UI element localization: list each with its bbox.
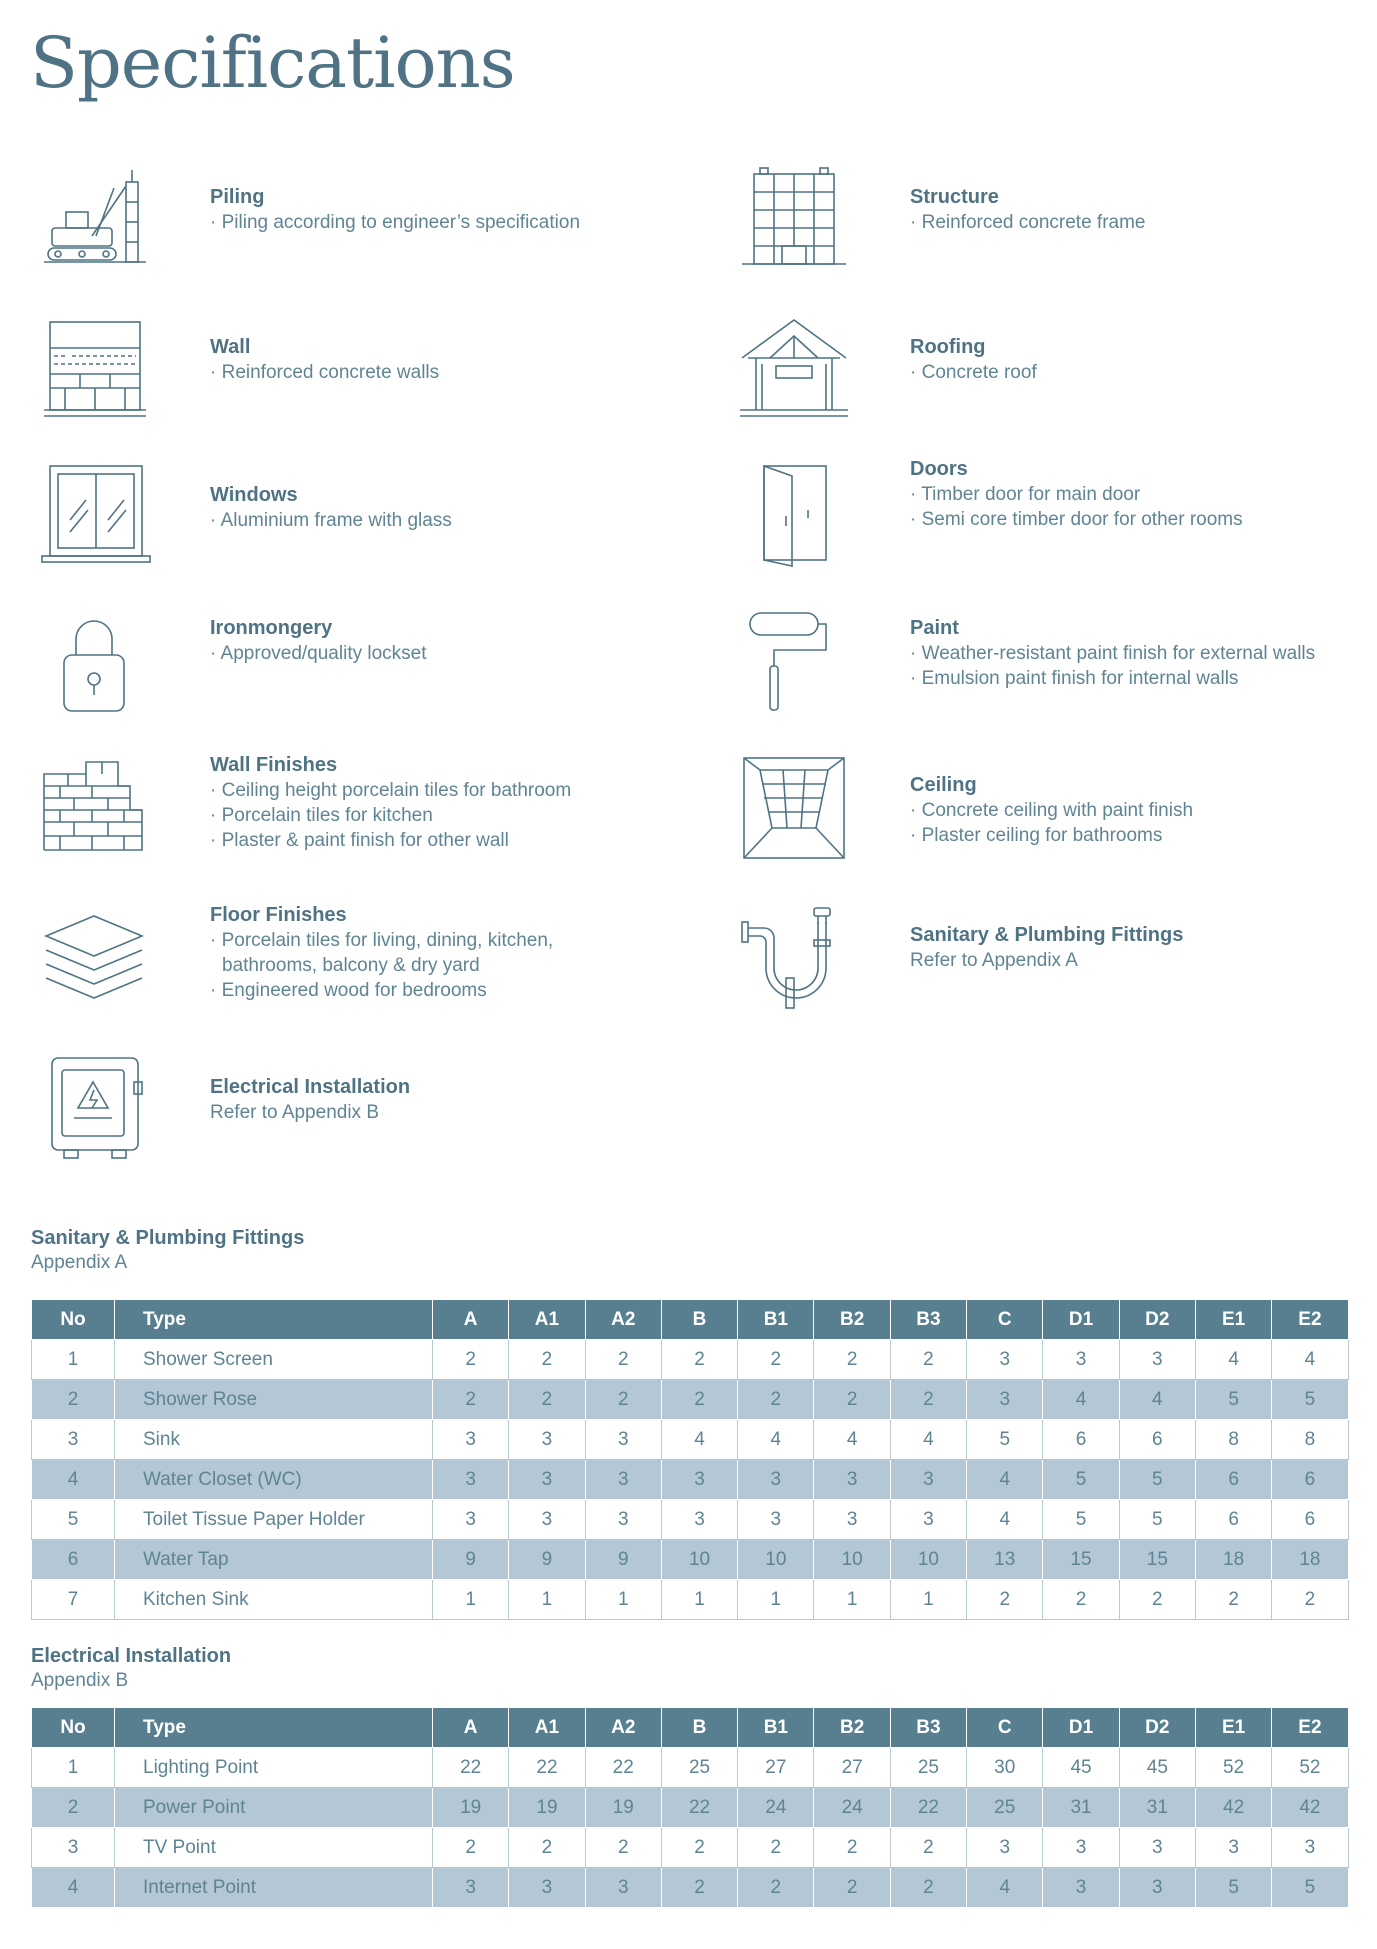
- table-cell: 2: [967, 1580, 1043, 1620]
- table-cell: 5: [1043, 1460, 1119, 1500]
- table-cell: 4: [661, 1420, 737, 1460]
- table-cell: 4: [1043, 1380, 1119, 1420]
- table-cell: 6: [1195, 1460, 1271, 1500]
- spec-detail: · Approved/quality lockset: [210, 643, 427, 664]
- table-cell: 5: [1119, 1460, 1195, 1500]
- table-cell: 10: [890, 1540, 966, 1580]
- table-cell: 24: [814, 1788, 890, 1828]
- spec-item: [730, 460, 1330, 590]
- spec-item: [730, 312, 1330, 442]
- table-row: [32, 1868, 1349, 1908]
- table-cell: 3: [890, 1500, 966, 1540]
- table-cell: 2: [661, 1340, 737, 1380]
- table-cell: 3: [738, 1460, 814, 1500]
- table-cell: 4: [967, 1500, 1043, 1540]
- table-cell: 5: [1195, 1868, 1271, 1908]
- spec-detail: · Plaster ceiling for bathrooms: [910, 825, 1163, 846]
- spec-detail: · Aluminium frame with glass: [210, 510, 452, 531]
- table-cell: 2: [509, 1380, 585, 1420]
- floor-layers-icon: [30, 902, 158, 1014]
- spec-title: Doors: [910, 458, 968, 480]
- table-cell: 2: [814, 1340, 890, 1380]
- table-cell: 3: [585, 1420, 661, 1460]
- table-cell: 3: [433, 1460, 509, 1500]
- page-title: Specifications: [30, 22, 515, 104]
- table-cell: 19: [585, 1788, 661, 1828]
- electrical-panel-icon: [30, 1052, 158, 1164]
- table-cell: 2: [509, 1340, 585, 1380]
- table-cell: 4: [32, 1460, 115, 1500]
- table-cell: 2: [433, 1828, 509, 1868]
- table-row: [32, 1460, 1349, 1500]
- table-cell: Internet Point: [115, 1868, 433, 1908]
- table-cell: 2: [661, 1868, 737, 1908]
- table-cell: 2: [1119, 1580, 1195, 1620]
- table-cell: 2: [890, 1828, 966, 1868]
- table-cell: 3: [585, 1868, 661, 1908]
- spec-detail: · Engineered wood for bedrooms: [210, 980, 487, 1001]
- table-cell: 3: [890, 1460, 966, 1500]
- spec-detail: · Concrete roof: [910, 362, 1037, 383]
- table-cell: 2: [661, 1828, 737, 1868]
- table-cell: Shower Screen: [115, 1340, 433, 1380]
- appendix-a-table: [31, 1299, 1349, 1620]
- table-cell: 4: [1272, 1340, 1348, 1380]
- column-header: C: [967, 1300, 1043, 1340]
- spec-detail: · Reinforced concrete frame: [910, 212, 1146, 233]
- spec-item: [730, 605, 1330, 735]
- column-header: Type: [115, 1300, 433, 1340]
- table-cell: 1: [661, 1580, 737, 1620]
- table-cell: 3: [32, 1420, 115, 1460]
- table-cell: 2: [1272, 1580, 1348, 1620]
- table-cell: 3: [433, 1420, 509, 1460]
- table-cell: 18: [1195, 1540, 1271, 1580]
- column-header: B3: [890, 1300, 966, 1340]
- table-cell: 3: [509, 1420, 585, 1460]
- table-cell: 25: [890, 1748, 966, 1788]
- column-header: D1: [1043, 1708, 1119, 1748]
- spec-title: Roofing: [910, 336, 986, 358]
- appendix-a-title: Sanitary & Plumbing Fittings: [31, 1227, 305, 1249]
- spec-title: Ironmongery: [210, 617, 333, 639]
- table-cell: 6: [1272, 1460, 1348, 1500]
- spec-item: [30, 1052, 630, 1182]
- table-cell: 31: [1043, 1788, 1119, 1828]
- table-cell: 9: [585, 1540, 661, 1580]
- table-cell: Water Closet (WC): [115, 1460, 433, 1500]
- table-cell: 2: [1043, 1580, 1119, 1620]
- pipe-fitting-icon: [730, 902, 858, 1014]
- table-cell: 2: [585, 1380, 661, 1420]
- table-cell: 3: [1119, 1340, 1195, 1380]
- column-header: A: [433, 1300, 509, 1340]
- table-cell: 5: [967, 1420, 1043, 1460]
- spec-detail: · Emulsion paint finish for internal walls: [910, 668, 1239, 689]
- table-cell: 1: [32, 1748, 115, 1788]
- table-cell: Water Tap: [115, 1540, 433, 1580]
- spec-item: [30, 902, 630, 1032]
- table-cell: 10: [814, 1540, 890, 1580]
- table-cell: 27: [738, 1748, 814, 1788]
- spec-title: Piling: [210, 186, 265, 208]
- table-cell: 9: [509, 1540, 585, 1580]
- table-cell: 5: [32, 1500, 115, 1540]
- appendix-a-subtitle: Appendix A: [31, 1252, 128, 1273]
- column-header: D2: [1119, 1708, 1195, 1748]
- table-cell: 22: [433, 1748, 509, 1788]
- table-cell: 2: [32, 1788, 115, 1828]
- spec-item: [730, 752, 1330, 882]
- spec-detail: · Weather-resistant paint finish for external walls: [910, 643, 1316, 664]
- door-icon: [730, 460, 858, 572]
- spec-title: Windows: [210, 484, 298, 506]
- table-cell: 2: [814, 1380, 890, 1420]
- spec-title: Electrical Installation: [210, 1076, 411, 1098]
- table-cell: 31: [1119, 1788, 1195, 1828]
- spec-detail: · Concrete ceiling with paint finish: [910, 800, 1194, 821]
- table-cell: 2: [890, 1380, 966, 1420]
- column-header: E2: [1272, 1708, 1348, 1748]
- table-row: [32, 1540, 1349, 1580]
- spec-detail: · Porcelain tiles for kitchen: [210, 805, 433, 826]
- table-row: [32, 1380, 1349, 1420]
- wall-icon: [30, 312, 158, 424]
- table-row: [32, 1340, 1349, 1380]
- spec-detail: · Reinforced concrete walls: [210, 362, 440, 383]
- column-header: E2: [1272, 1300, 1348, 1340]
- column-header: B1: [738, 1708, 814, 1748]
- column-header: B1: [738, 1300, 814, 1340]
- table-cell: 4: [1119, 1380, 1195, 1420]
- spec-title: Wall Finishes: [210, 754, 338, 776]
- table-cell: 4: [967, 1868, 1043, 1908]
- table-cell: Power Point: [115, 1788, 433, 1828]
- spec-item: [730, 162, 1330, 292]
- table-cell: Toilet Tissue Paper Holder: [115, 1500, 433, 1540]
- spec-item: [30, 162, 630, 292]
- spec-title: Sanitary & Plumbing Fittings: [910, 924, 1184, 946]
- table-cell: 6: [1119, 1420, 1195, 1460]
- column-header: B3: [890, 1708, 966, 1748]
- table-cell: 3: [814, 1500, 890, 1540]
- table-cell: 4: [738, 1420, 814, 1460]
- table-cell: 4: [814, 1420, 890, 1460]
- appendix-b-subtitle: Appendix B: [31, 1670, 129, 1691]
- column-header: D1: [1043, 1300, 1119, 1340]
- table-row: [32, 1788, 1349, 1828]
- table-cell: 4: [967, 1460, 1043, 1500]
- table-cell: 3: [661, 1500, 737, 1540]
- spec-detail: · Plaster & paint finish for other wall: [210, 830, 509, 851]
- table-cell: 2: [738, 1828, 814, 1868]
- spec-detail: bathrooms, balcony & dry yard: [222, 955, 480, 976]
- table-cell: 6: [1195, 1500, 1271, 1540]
- table-cell: 3: [32, 1828, 115, 1868]
- table-cell: 3: [585, 1500, 661, 1540]
- column-header: B: [661, 1300, 737, 1340]
- table-cell: 3: [1043, 1868, 1119, 1908]
- table-cell: 13: [967, 1540, 1043, 1580]
- roof-icon: [730, 312, 858, 424]
- column-header: A1: [509, 1708, 585, 1748]
- spec-item: [30, 605, 630, 735]
- spec-detail: Refer to Appendix A: [910, 950, 1078, 971]
- table-cell: Kitchen Sink: [115, 1580, 433, 1620]
- column-header: C: [967, 1708, 1043, 1748]
- table-cell: 5: [1272, 1380, 1348, 1420]
- table-cell: Lighting Point: [115, 1748, 433, 1788]
- column-header: No: [32, 1708, 115, 1748]
- table-cell: 1: [32, 1340, 115, 1380]
- column-header: D2: [1119, 1300, 1195, 1340]
- spec-detail: · Timber door for main door: [910, 484, 1141, 505]
- table-cell: 5: [1043, 1500, 1119, 1540]
- building-structure-icon: [730, 162, 858, 274]
- spec-detail: · Ceiling height porcelain tiles for bathroom: [210, 780, 572, 801]
- table-cell: 52: [1272, 1748, 1348, 1788]
- table-cell: 3: [1043, 1828, 1119, 1868]
- table-cell: 2: [433, 1380, 509, 1420]
- table-cell: 2: [738, 1868, 814, 1908]
- table-cell: 15: [1043, 1540, 1119, 1580]
- table-cell: 22: [661, 1788, 737, 1828]
- brick-wall-icon: [30, 752, 158, 864]
- table-cell: 10: [661, 1540, 737, 1580]
- table-cell: 1: [509, 1580, 585, 1620]
- table-cell: 7: [32, 1580, 115, 1620]
- table-cell: 1: [890, 1580, 966, 1620]
- column-header: A1: [509, 1300, 585, 1340]
- spec-item: [30, 752, 630, 882]
- table-cell: 8: [1195, 1420, 1271, 1460]
- table-cell: 5: [1195, 1380, 1271, 1420]
- table-cell: 52: [1195, 1748, 1271, 1788]
- table-cell: 6: [1272, 1500, 1348, 1540]
- table-cell: 3: [661, 1460, 737, 1500]
- table-cell: 10: [738, 1540, 814, 1580]
- table-cell: 3: [509, 1460, 585, 1500]
- table-cell: 4: [1195, 1340, 1271, 1380]
- table-cell: 3: [509, 1500, 585, 1540]
- table-cell: 3: [814, 1460, 890, 1500]
- table-cell: 45: [1043, 1748, 1119, 1788]
- table-cell: 2: [814, 1868, 890, 1908]
- table-cell: 4: [890, 1420, 966, 1460]
- table-cell: 1: [433, 1580, 509, 1620]
- ceiling-icon: [730, 752, 858, 864]
- table-cell: 4: [32, 1868, 115, 1908]
- table-cell: 2: [1195, 1580, 1271, 1620]
- table-cell: 3: [1043, 1340, 1119, 1380]
- spec-detail: · Porcelain tiles for living, dining, kitchen,: [210, 930, 554, 951]
- column-header: A2: [585, 1708, 661, 1748]
- table-cell: 3: [433, 1868, 509, 1908]
- column-header: Type: [115, 1708, 433, 1748]
- table-cell: 2: [738, 1340, 814, 1380]
- table-cell: 6: [1043, 1420, 1119, 1460]
- table-cell: 3: [738, 1500, 814, 1540]
- table-cell: 3: [585, 1460, 661, 1500]
- spec-detail: · Piling according to engineer’s specification: [210, 212, 581, 233]
- table-cell: 25: [661, 1748, 737, 1788]
- column-header: B: [661, 1708, 737, 1748]
- column-header: B2: [814, 1708, 890, 1748]
- table-cell: 42: [1195, 1788, 1271, 1828]
- table-cell: 2: [509, 1828, 585, 1868]
- table-cell: 2: [661, 1380, 737, 1420]
- piling-rig-icon: [30, 162, 158, 274]
- spec-title: Ceiling: [910, 774, 977, 796]
- table-cell: 45: [1119, 1748, 1195, 1788]
- table-row: [32, 1420, 1349, 1460]
- appendix-b-table: [31, 1707, 1349, 1908]
- table-cell: 30: [967, 1748, 1043, 1788]
- spec-title: Wall: [210, 336, 251, 358]
- appendix-b-title: Electrical Installation: [31, 1645, 232, 1667]
- padlock-icon: [30, 605, 158, 717]
- spec-item: [730, 902, 1330, 1032]
- table-cell: 3: [433, 1500, 509, 1540]
- spec-item: [30, 460, 630, 590]
- table-row: [32, 1828, 1349, 1868]
- table-cell: 3: [967, 1828, 1043, 1868]
- column-header: A: [433, 1708, 509, 1748]
- table-cell: 3: [1119, 1828, 1195, 1868]
- table-cell: 22: [585, 1748, 661, 1788]
- table-cell: 3: [509, 1868, 585, 1908]
- table-cell: 2: [890, 1868, 966, 1908]
- table-cell: 25: [967, 1788, 1043, 1828]
- table-cell: 8: [1272, 1420, 1348, 1460]
- column-header: No: [32, 1300, 115, 1340]
- table-cell: 19: [433, 1788, 509, 1828]
- table-cell: TV Point: [115, 1828, 433, 1868]
- table-cell: 15: [1119, 1540, 1195, 1580]
- table-cell: 2: [585, 1340, 661, 1380]
- table-cell: 3: [1272, 1828, 1348, 1868]
- spec-title: Paint: [910, 617, 959, 639]
- table-cell: 22: [890, 1788, 966, 1828]
- table-row: [32, 1500, 1349, 1540]
- table-cell: 1: [814, 1580, 890, 1620]
- column-header: B2: [814, 1300, 890, 1340]
- table-cell: 5: [1119, 1500, 1195, 1540]
- spec-detail: · Semi core timber door for other rooms: [910, 509, 1243, 530]
- spec-title: Structure: [910, 186, 999, 208]
- table-cell: 1: [738, 1580, 814, 1620]
- table-cell: 2: [433, 1340, 509, 1380]
- table-cell: 19: [509, 1788, 585, 1828]
- table-cell: 1: [585, 1580, 661, 1620]
- table-cell: 2: [738, 1380, 814, 1420]
- spec-title: Floor Finishes: [210, 904, 347, 926]
- window-icon: [30, 460, 158, 572]
- table-row: [32, 1748, 1349, 1788]
- table-cell: 2: [890, 1340, 966, 1380]
- column-header: E1: [1195, 1708, 1271, 1748]
- table-cell: 9: [433, 1540, 509, 1580]
- table-cell: 3: [967, 1340, 1043, 1380]
- table-cell: 3: [1119, 1868, 1195, 1908]
- table-cell: 6: [32, 1540, 115, 1580]
- table-cell: 2: [585, 1828, 661, 1868]
- table-cell: 18: [1272, 1540, 1348, 1580]
- table-cell: 22: [509, 1748, 585, 1788]
- table-cell: 24: [738, 1788, 814, 1828]
- table-cell: 5: [1272, 1868, 1348, 1908]
- column-header: E1: [1195, 1300, 1271, 1340]
- table-cell: Shower Rose: [115, 1380, 433, 1420]
- table-cell: 2: [32, 1380, 115, 1420]
- table-header-row: [32, 1300, 1349, 1340]
- paint-roller-icon: [730, 605, 858, 717]
- spec-item: [30, 312, 630, 442]
- table-cell: 3: [1195, 1828, 1271, 1868]
- table-cell: 3: [967, 1380, 1043, 1420]
- table-header-row: [32, 1708, 1349, 1748]
- spec-detail: Refer to Appendix B: [210, 1102, 379, 1123]
- table-cell: 27: [814, 1748, 890, 1788]
- column-header: A2: [585, 1300, 661, 1340]
- table-row: [32, 1580, 1349, 1620]
- table-cell: 2: [814, 1828, 890, 1868]
- table-cell: Sink: [115, 1420, 433, 1460]
- table-cell: 42: [1272, 1788, 1348, 1828]
